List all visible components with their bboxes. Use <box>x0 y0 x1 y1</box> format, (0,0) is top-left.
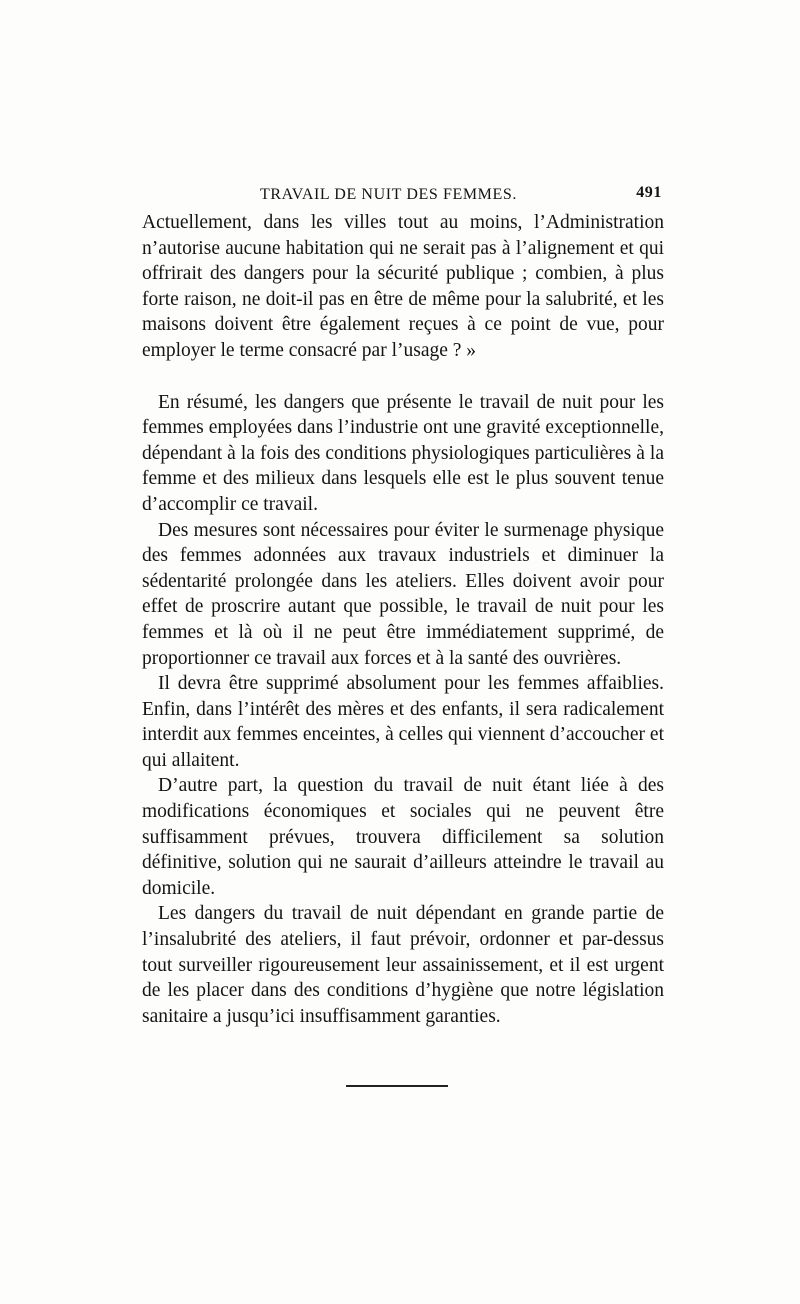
end-rule <box>346 1085 448 1087</box>
paragraph-5: D’autre part, la question du travail de nuit étant liée à des modifications économiques et sociales qui ne peuvent être suffisamment prévues, trouvera difficilement sa solution définitive, solution qui ne saurait d’ailleurs atteindre le travail au domicile. <box>142 775 664 899</box>
paragraph-2: En résumé, les dangers que présente le travail de nuit pour les femmes employées dans l’industrie ont une gravité exceptionnelle, dépendant à la fois des conditions physiologiques particulières à la femme et des milieux dans lesquels elle est le plus souvent tenue d’accomplir ce travail. <box>142 391 664 515</box>
paragraph-3: Des mesures sont nécessaires pour éviter le surmenage physique des femmes adonnées aux travaux industriels et diminuer la sédentarité prolongée dans les ateliers. Elles doivent avoir pour effet de proscrire autant que possible, le travail de nuit pour les femmes et là où il ne peut être immédiatement supprimé, de proportionner ce travail aux forces et à la santé des ouvrières. <box>142 519 664 669</box>
paragraph-4: Il devra être supprimé absolument pour les femmes affaiblies. Enfin, dans l’intérêt des mères et des enfants, il sera radicalement interdit aux femmes enceintes, à celles qui viennent d’accoucher et qui allaitent. <box>142 673 664 771</box>
paragraph-6: Les dangers du travail de nuit dépendant en grande partie de l’insalubrité des ateliers, il faut prévoir, ordonner et par-dessus tout surveiller rigoureusement leur assainissement, et il est urgent de les placer dans des conditions d’hygiène que notre législation sanitaire a jusqu’ici insuffisamment garanties. <box>142 903 664 1027</box>
running-title: TRAVAIL DE NUIT DES FEMMES. <box>260 186 517 203</box>
page-number: 491 <box>636 184 662 201</box>
paragraph-1: Actuellement, dans les villes tout au moins, l’Administration n’autorise aucune habitation qui ne serait pas à l’alignement et qui offrirait des dangers pour la sécurité publique ; combien, à plus forte raison, ne doit-il pas en être de même pour la salubrité, et les maisons doivent être également reçues à ce point de vue, pour employer le terme consacré par l’usage ? » <box>142 212 664 361</box>
running-head <box>142 176 664 210</box>
text-block <box>142 176 664 1029</box>
